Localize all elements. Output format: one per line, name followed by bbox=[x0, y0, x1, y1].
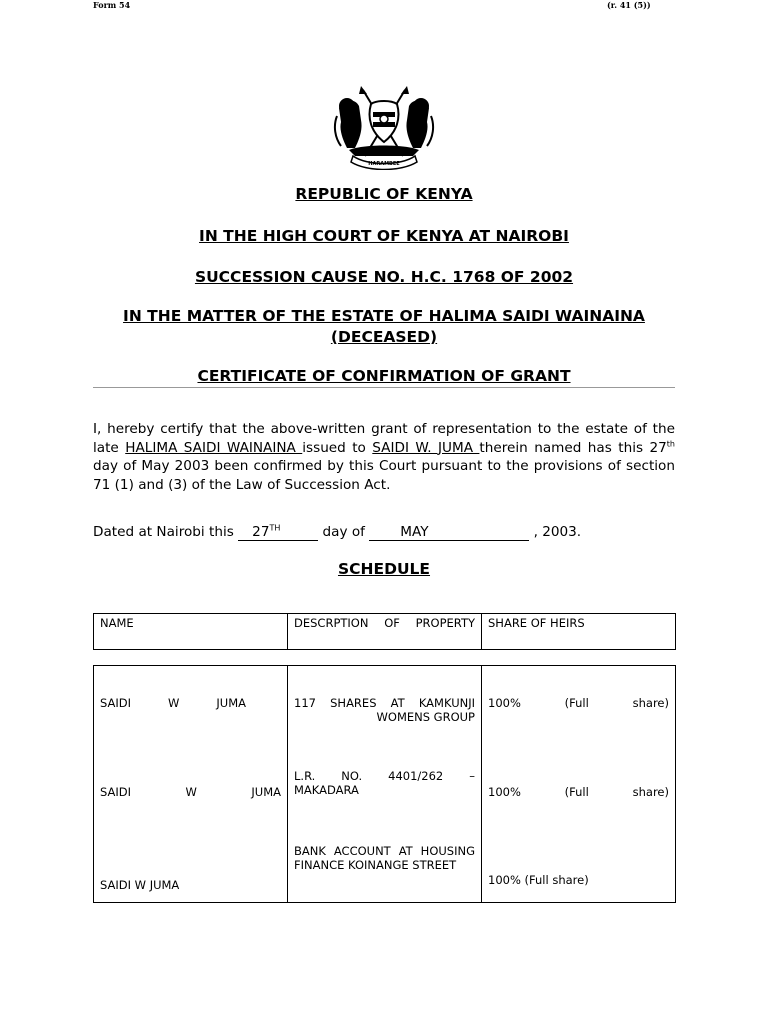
row-2-property: L.R. NO. 4401/262 – MAKADARA bbox=[294, 769, 475, 797]
header-property: DESCRPTION OF PROPERTY bbox=[288, 614, 482, 650]
cause-heading: SUCCESSION CAUSE NO. H.C. 1768 OF 2002 bbox=[194, 268, 574, 286]
rule-reference: (r. 41 (5)) bbox=[607, 0, 651, 10]
dated-line: Dated at Nairobi this 27TH day of MAY , 2003. bbox=[93, 523, 582, 540]
schedule-heading: SCHEDULE bbox=[337, 560, 431, 578]
matter-line-2: (DECEASED) bbox=[330, 328, 438, 346]
schedule-header-table bbox=[93, 613, 676, 650]
row-1-share: 100% (Full share) bbox=[488, 696, 669, 710]
form-number: Form 54 bbox=[93, 0, 131, 10]
month-blank: MAY bbox=[369, 525, 529, 541]
row-3-name: SAIDI W JUMA bbox=[100, 878, 180, 892]
svg-text:HARAMBEE: HARAMBEE bbox=[368, 161, 400, 167]
certificate-heading: CERTIFICATE OF CONFIRMATION OF GRANT bbox=[197, 367, 571, 385]
header-share: SHARE OF HEIRS bbox=[482, 614, 676, 650]
header-name: NAME bbox=[94, 614, 288, 650]
deceased-name: HALIMA SAIDI WAINAINA bbox=[125, 439, 303, 456]
row-3-property: BANK ACCOUNT AT HOUSING FINANCE KOINANGE STREET bbox=[294, 844, 475, 872]
divider bbox=[93, 387, 675, 388]
row-2-name: SAIDI W JUMA bbox=[100, 785, 281, 799]
schedule-body-table bbox=[93, 665, 676, 903]
court-heading: IN THE HIGH COURT OF KENYA AT NAIROBI bbox=[199, 227, 569, 245]
grantee-name: SAIDI W. JUMA bbox=[372, 439, 480, 456]
matter-heading bbox=[93, 306, 675, 348]
row-2-share: 100% (Full share) bbox=[488, 785, 669, 799]
row-1-property: 117 SHARES AT KAMKUNJI WOMENS GROUP bbox=[294, 696, 475, 724]
republic-heading: REPUBLIC OF KENYA bbox=[295, 185, 473, 203]
row-3-share: 100% (Full share) bbox=[488, 873, 589, 887]
coat-of-arms-icon bbox=[333, 86, 435, 170]
day-blank: 27TH bbox=[238, 525, 318, 541]
matter-line-1: IN THE MATTER OF THE ESTATE OF HALIMA SAIDI WAINAINA bbox=[123, 307, 645, 325]
row-1-name: SAIDI W JUMA bbox=[100, 696, 246, 710]
certification-paragraph: I, hereby certify that the above-written grant of representation to the estate of the late HALIMA SAIDI WAINAINA issued to SAIDI W. JUMA therein named has this 27th day of May 2003 been confirmed by this Court pursuant to the provisions of section 71 (1) and (3) of the Law of Succession Act. bbox=[93, 421, 675, 493]
